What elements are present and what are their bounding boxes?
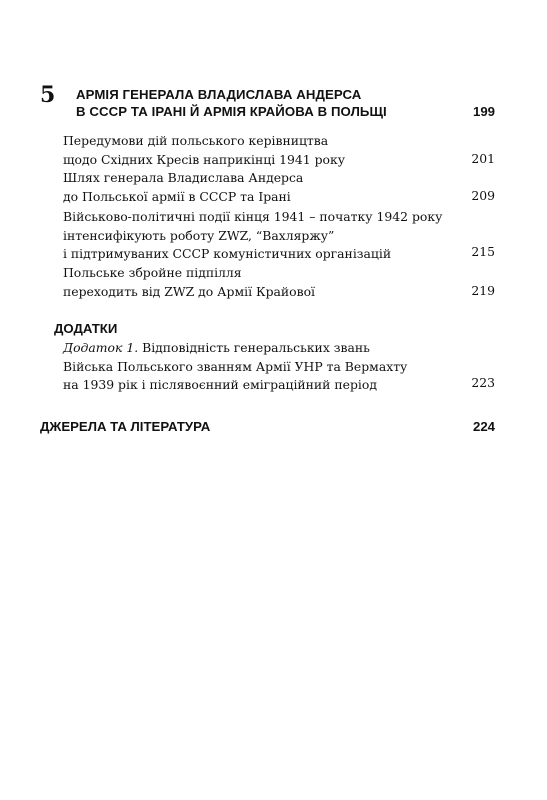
toc-entry[interactable] [63,132,443,169]
sources-heading[interactable]: ДЖЕРЕЛА ТА ЛІТЕРАТУРА [40,419,211,434]
entry-page-number: 209 [471,188,495,203]
chapter-title-line2: В СССР ТА ІРАНІ Й АРМІЯ КРАЙОВА В ПОЛЬЩІ [76,104,387,119]
appendix-heading: ДОДАТКИ [54,321,118,336]
entry-line: Передумови дій польського керівництва [63,133,329,148]
entry-line: Війська Польського званням Армії УНР та Вермахту [63,358,408,374]
entry-line: Польське збройне підпілля [63,265,242,280]
entry-page-number: 215 [471,244,495,259]
entry-line: переходить від ZWZ до Армії Крайової [63,283,315,299]
chapter-number: 5 [40,82,56,108]
chapter-title-line1: АРМІЯ ГЕНЕРАЛА ВЛАДИСЛАВА АНДЕРСА [76,87,362,102]
entry-line: Шлях генерала Владислава Андерса [63,170,304,185]
entry-line: інтенсифікують роботу ZWZ, “Вахляржу” [63,227,335,243]
entry-line: щодо Східних Кресів наприкінці 1941 року [63,151,346,167]
entry-page-number: 201 [471,151,495,166]
entry-line: до Польської армії в СССР та Ірані [63,188,291,204]
entry-line [63,339,443,358]
sources-page-number: 224 [472,419,495,434]
entry-line: на 1939 рік і післявоєнний еміграційний період [63,377,377,392]
toc-entry[interactable] [63,208,443,264]
entry-page-number: 219 [471,283,495,298]
entry-page-number: 223 [471,375,495,390]
entry-line: і підтримуваних СССР комуністичних організацій [63,246,392,261]
chapter-page-number: 199 [472,104,495,119]
appendix-item-title: Відповідність генеральських звань [138,340,370,355]
entry-line: Військово-політичні події кінця 1941 – початку 1942 року [63,209,443,224]
appendix-entry[interactable] [63,339,443,395]
toc-entry[interactable] [63,169,443,206]
toc-entry[interactable] [63,264,443,301]
appendix-item-prefix: Додаток 1. [63,340,139,355]
